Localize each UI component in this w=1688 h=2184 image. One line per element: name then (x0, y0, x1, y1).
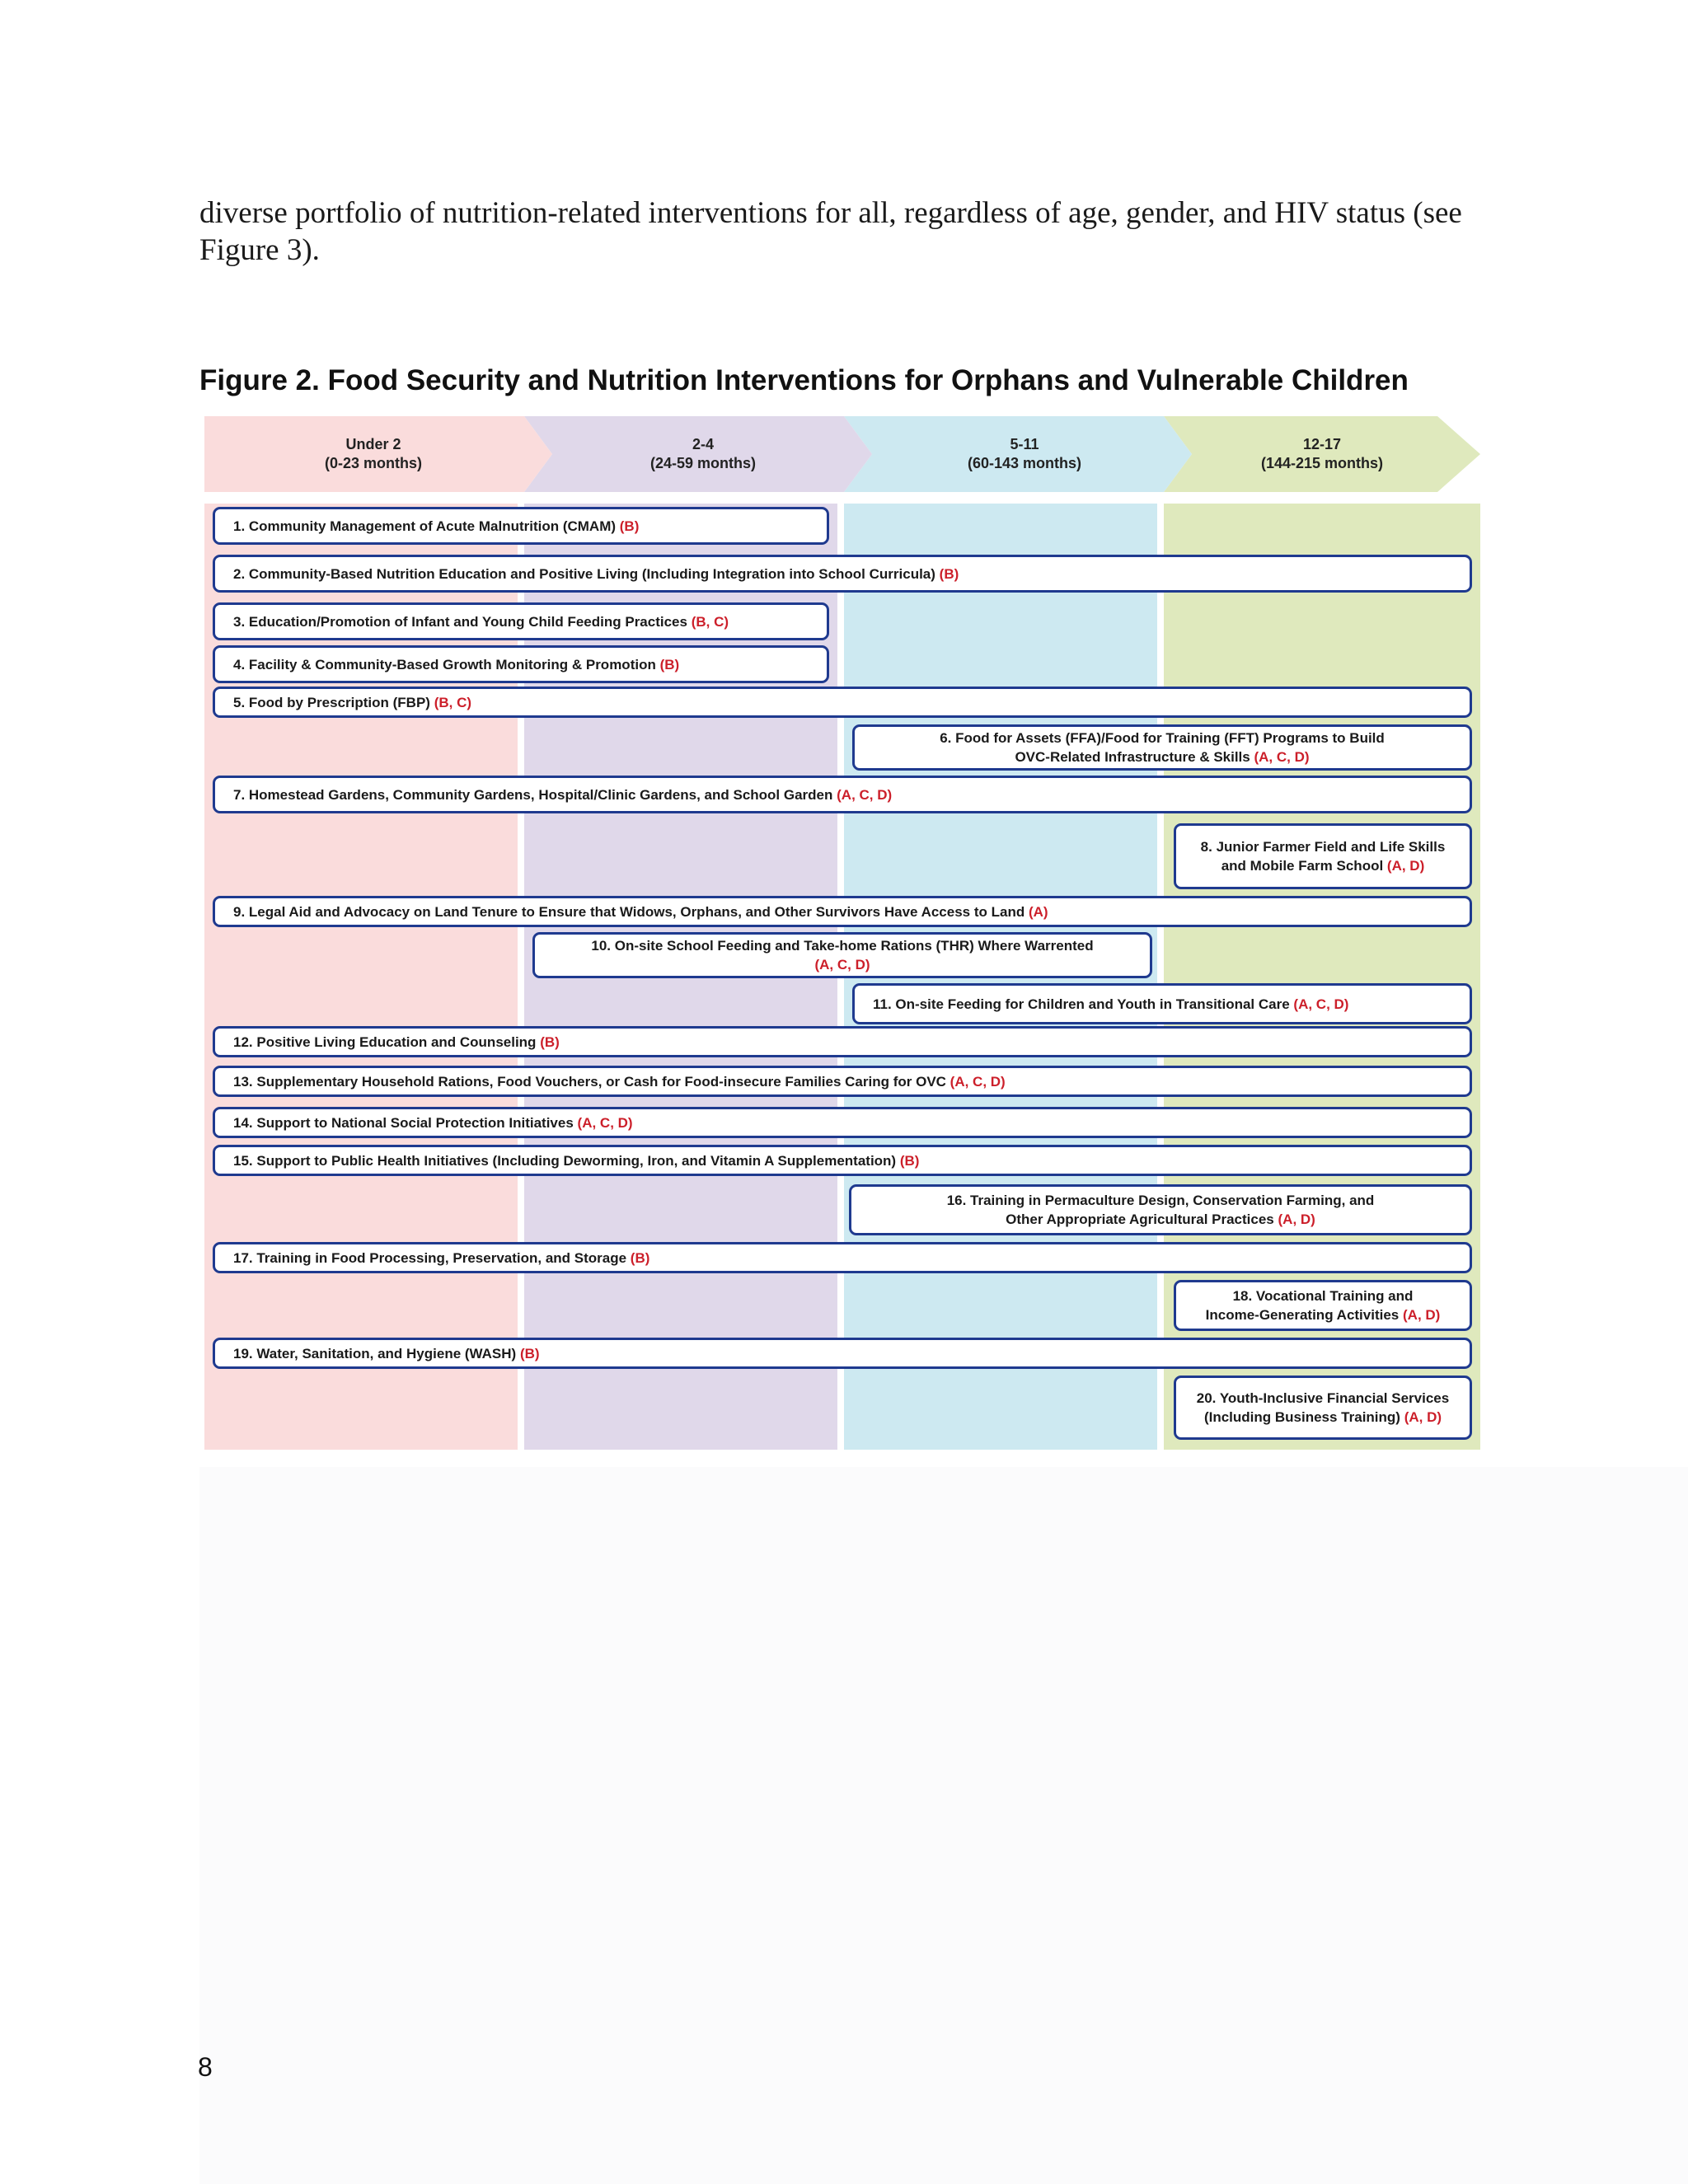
intervention-bar-10 (532, 932, 1152, 978)
header-label: Under 2 (345, 436, 401, 452)
header-label: 2-4 (692, 436, 714, 452)
page-number: 8 (198, 2052, 213, 2082)
intervention-codes: (B, C) (434, 694, 472, 710)
intervention-bar-2 (213, 555, 1472, 593)
intervention-bar-20 (1174, 1376, 1472, 1440)
intervention-bar-1 (213, 507, 829, 545)
header-range: (24-59 months) (649, 455, 757, 471)
intervention-codes: (B) (519, 1345, 540, 1361)
header-range: (0-23 months) (324, 455, 422, 471)
intervention-bar-15 (213, 1145, 1472, 1176)
intervention-label-line2: and Mobile Farm School (1221, 858, 1384, 874)
header-2-4 (534, 416, 872, 492)
intervention-codes: (A) (1028, 903, 1048, 920)
intervention-bar-16 (849, 1184, 1472, 1235)
intervention-label: 2. Community-Based Nutrition Education and Positive Living (Including Integration into School Curricula) (233, 565, 935, 582)
intervention-label-line2: OVC-Related Infrastructure & Skills (1015, 749, 1250, 765)
intervention-bar-3 (213, 602, 829, 640)
intervention-bar-4 (213, 645, 829, 683)
intervention-codes: (A, D) (1403, 1307, 1441, 1323)
intervention-codes: (A, C, D) (1293, 996, 1349, 1012)
intervention-label: 9. Legal Aid and Advocacy on Land Tenure to Ensure that Widows, Orphans, and Other Survivors Have Access to Land (233, 903, 1025, 920)
interventions-figure (204, 416, 1480, 1450)
intervention-label: 11. On-site Feeding for Children and Youth in Transitional Care (873, 996, 1290, 1012)
intervention-bar-12 (213, 1026, 1472, 1057)
intervention-label-line2: (Including Business Training) (1203, 1409, 1400, 1425)
intervention-label-line2: Other Appropriate Agricultural Practices (1006, 1212, 1274, 1227)
intervention-bar-17 (213, 1242, 1472, 1273)
intervention-label: 12. Positive Living Education and Counseling (233, 1033, 537, 1050)
intervention-label: 3. Education/Promotion of Infant and Young Child Feeding Practices (233, 613, 687, 630)
intervention-label: 5. Food by Prescription (FBP) (233, 694, 430, 710)
intervention-codes: (B) (630, 1249, 650, 1266)
intervention-codes: (A, C, D) (1254, 749, 1310, 765)
intervention-codes: (B) (939, 565, 959, 582)
intervention-codes: (A, C, D) (577, 1114, 633, 1131)
intervention-bar-13 (213, 1066, 1472, 1097)
intervention-label: 15. Support to Public Health Initiatives (Including Deworming, Iron, and Vitamin A Supplementation) (233, 1152, 897, 1169)
header-label: 5-11 (1010, 436, 1039, 452)
intervention-label-line2: Income-Generating Activities (1205, 1307, 1400, 1323)
intervention-label: 14. Support to National Social Protection Initiatives (233, 1114, 574, 1131)
intervention-label: 18. Vocational Training and (1232, 1288, 1414, 1304)
intervention-bar-7 (213, 776, 1472, 813)
intervention-label: 17. Training in Food Processing, Preservation, and Storage (233, 1249, 627, 1266)
intervention-label: 13. Supplementary Household Rations, Food Vouchers, or Cash for Food-insecure Families Caring for OVC (233, 1073, 946, 1090)
intervention-label: 6. Food for Assets (FFA)/Food for Training (FFT) Programs to Build (940, 730, 1385, 746)
intervention-label: 8. Junior Farmer Field and Life Skills (1200, 839, 1446, 855)
intervention-codes: (A, D) (1386, 858, 1425, 874)
intervention-codes: (A, C, D) (837, 786, 893, 803)
figure-title: Figure 2. Food Security and Nutrition Interventions for Orphans and Vulnerable Children (199, 364, 1409, 396)
intervention-bar-14 (213, 1107, 1472, 1138)
header-label: 12-17 (1302, 436, 1342, 452)
intervention-bar-18 (1174, 1280, 1472, 1331)
intervention-bar-8 (1174, 823, 1472, 889)
header-5-11 (856, 416, 1193, 492)
intervention-codes: (B) (619, 518, 640, 534)
header-under-2 (204, 416, 542, 492)
intro-paragraph: diverse portfolio of nutrition-related interventions for all, regardless of age, gender, and HIV status (see Figure 3). (199, 196, 1462, 267)
intervention-codes: (A, D) (1404, 1409, 1442, 1425)
intervention-label: 20. Youth-Inclusive Financial Services (1196, 1390, 1450, 1406)
intervention-codes: (B) (659, 656, 680, 673)
intervention-codes: (B) (540, 1033, 560, 1050)
intervention-bar-6 (852, 724, 1472, 771)
intervention-label: 16. Training in Permaculture Design, Conservation Farming, and (946, 1193, 1375, 1208)
intervention-codes: (A, D) (1278, 1212, 1315, 1227)
intervention-codes: (A, C, D) (950, 1073, 1006, 1090)
intervention-bar-9 (213, 896, 1472, 927)
header-range: (60-143 months) (967, 455, 1082, 471)
intervention-codes: (A, C, D) (814, 957, 870, 972)
intervention-label: 7. Homestead Gardens, Community Gardens, Hospital/Clinic Gardens, and School Garden (233, 786, 833, 803)
intervention-codes: (B) (899, 1152, 920, 1169)
intervention-codes: (B, C) (691, 613, 729, 630)
page-background-panel (199, 1467, 1688, 2184)
intervention-label: 10. On-site School Feeding and Take-home Rations (THR) Where Warrented (591, 938, 1094, 954)
intervention-label: 1. Community Management of Acute Malnutrition (CMAM) (233, 518, 617, 534)
intervention-bar-5 (213, 687, 1472, 718)
intervention-bar-19 (213, 1338, 1472, 1369)
intervention-label: 19. Water, Sanitation, and Hygiene (WASH) (233, 1345, 517, 1361)
header-12-17 (1174, 416, 1470, 492)
intervention-bar-11 (852, 983, 1472, 1024)
intervention-label: 4. Facility & Community-Based Growth Monitoring & Promotion (233, 656, 656, 673)
header-range: (144-215 months) (1260, 455, 1384, 471)
